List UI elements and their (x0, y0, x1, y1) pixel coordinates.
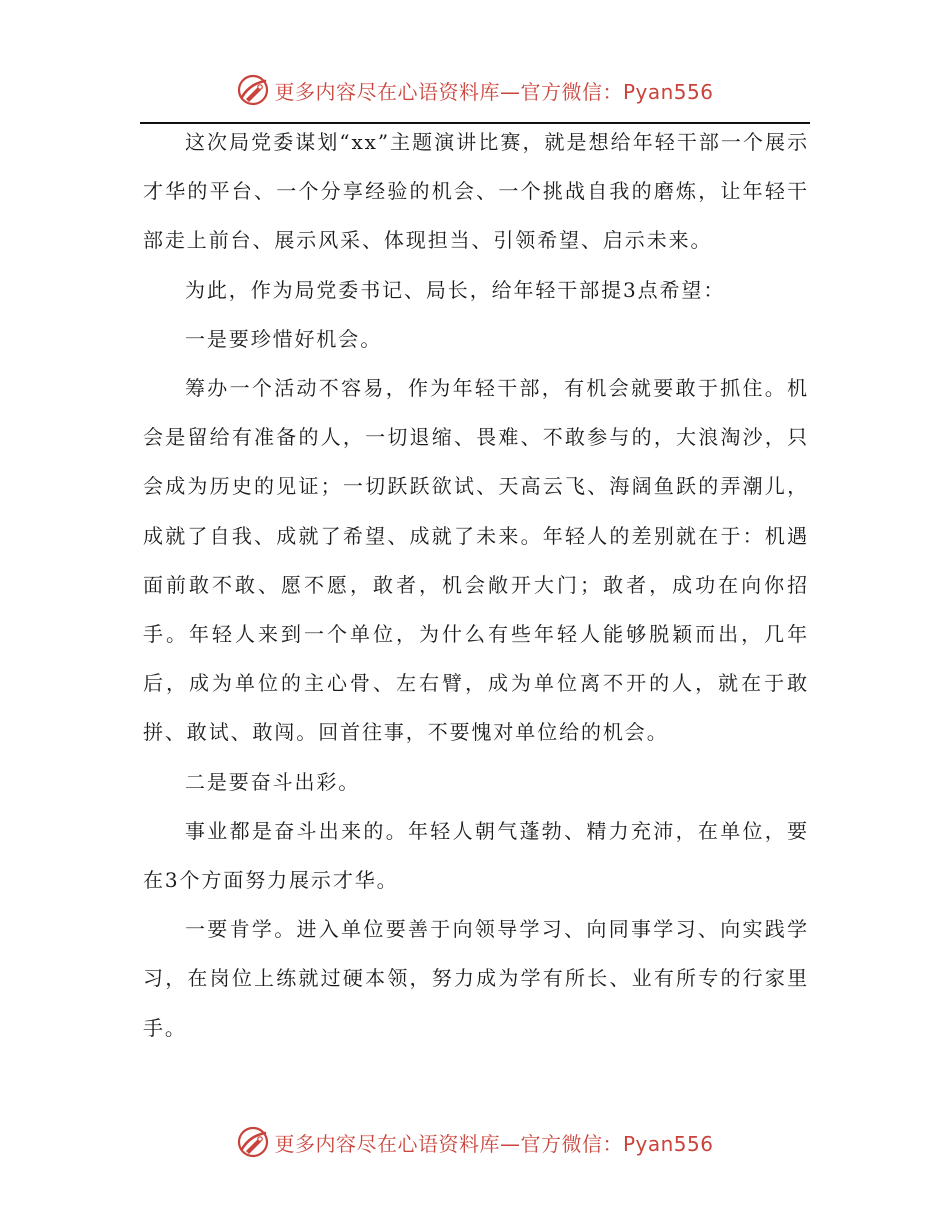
document-body (143, 118, 809, 1053)
paragraph-5: 二是要奋斗出彩。 (185, 769, 361, 794)
paragraph-3: 一是要珍惜好机会。 (185, 326, 383, 351)
paragraph-7: 一要肯学。进入单位要善于向领导学习、向同事学习、向实践学习，在岗位上练就过硬本领，努力成为学有所长、业有所专的行家里手。 (143, 917, 809, 1040)
paragraph-4: 筹办一个活动不容易，作为年轻干部，有机会就要敢于抓住。机会是留给有准备的人，一切退缩、畏难、不敢参与的，大浪淘沙，只会成为历史的见证；一切跃跃欲试、天高云飞、海阔鱼跃的弄潮儿，成就了自我、成就了希望、成就了未来。年轻人的差别就在于：机遇面前敢不敢、愿不愿，敢者，机会敞开大门；敢者，成功在向你招手。年轻人来到一个单位，为什么有些年轻人能够脱颖而出，几年后，成为单位的主心骨、左右臂，成为单位离不开的人，就在于敢拼、敢试、敢闯。回首往事，不要愧对单位给的机会。 (143, 376, 809, 745)
header-banner-inner (236, 73, 713, 107)
footer-banner-inner (236, 1125, 713, 1159)
header-banner (0, 70, 950, 110)
paragraph-2: 为此，作为局党委书记、局长，给年轻干部提3点希望： (185, 277, 726, 302)
footer-text: 更多内容尽在心语资料库—官方微信：Pyan556 (274, 1131, 714, 1156)
header-text: 更多内容尽在心语资料库—官方微信：Pyan556 (274, 79, 714, 104)
pen-seal-icon (236, 73, 270, 107)
paragraph-6: 事业都是奋斗出来的。年轻人朝气蓬勃、精力充沛，在单位，要在3个方面努力展示才华。 (143, 818, 809, 893)
paragraph-1: 这次局党委谋划“xx”主题演讲比赛，就是想给年轻干部一个展示才华的平台、一个分享经验的机会、一个挑战自我的磨炼，让年轻干部走上前台、展示风采、体现担当、引领希望、启示未来。 (143, 130, 809, 253)
pen-seal-icon (236, 1125, 270, 1159)
footer-banner (0, 1122, 950, 1162)
